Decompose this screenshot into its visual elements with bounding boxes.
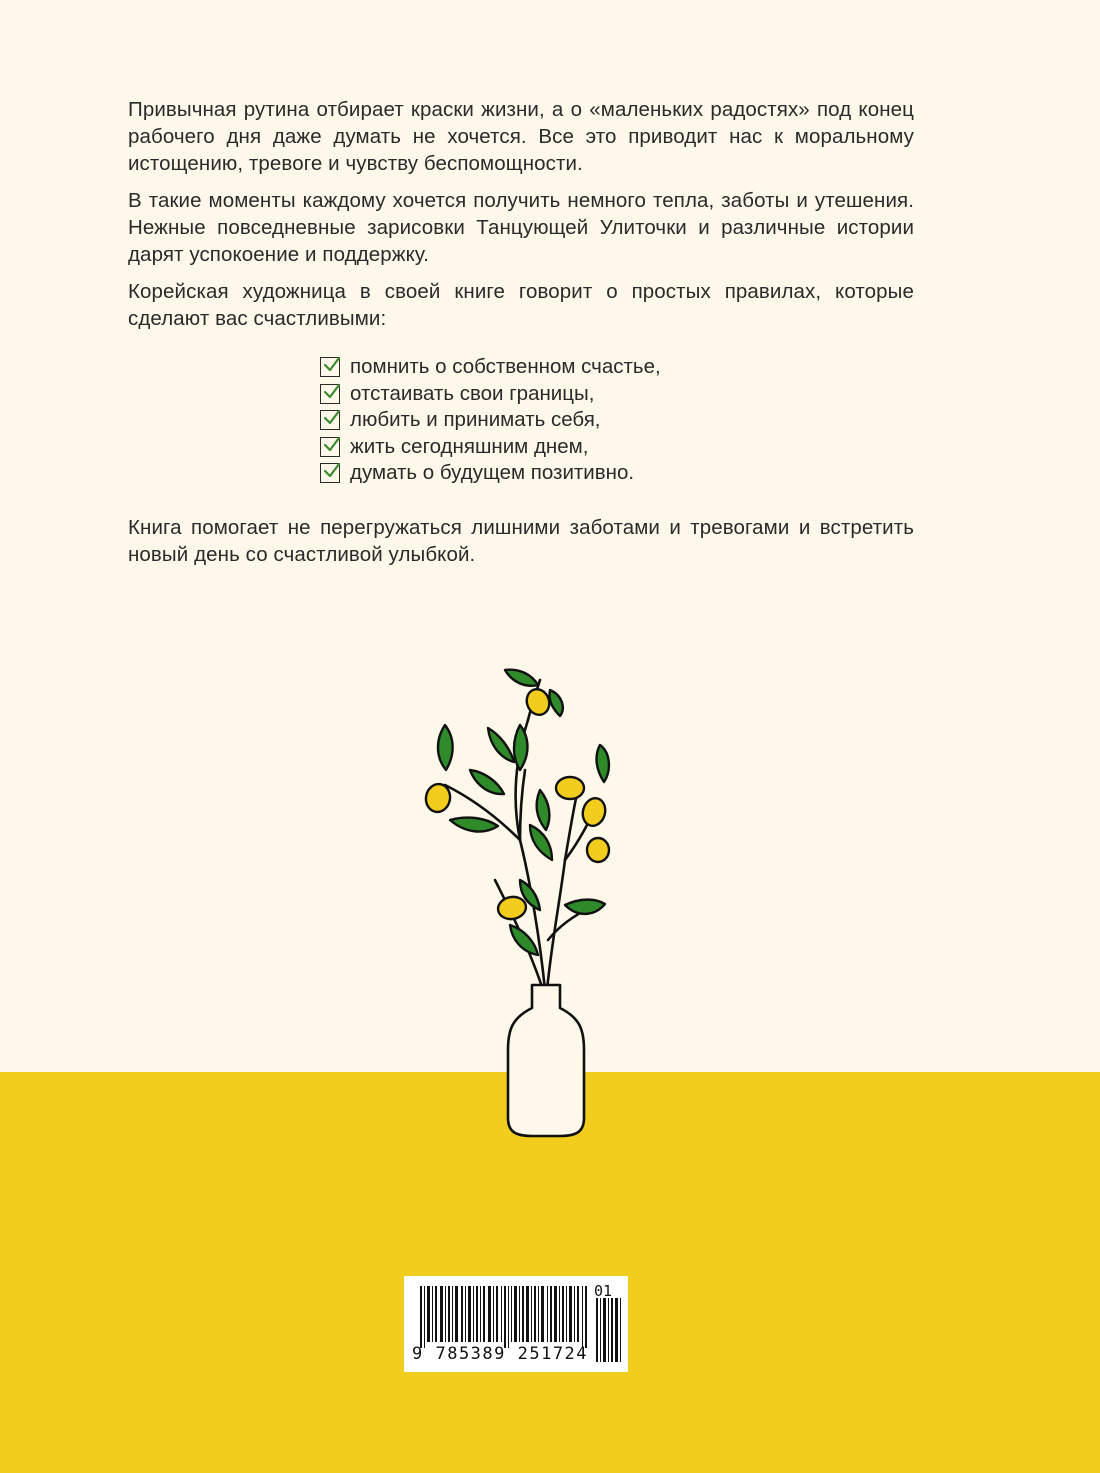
barcode-addon: 01 xyxy=(594,1282,613,1300)
paragraph-2: В такие моменты каждому хочется получить немного тепла, заботы и утешения. Нежные повседневные зарисовки Танцующей Улиточки и различные истории дарят успокоение и поддержку. xyxy=(128,189,914,266)
paragraph-3: Корейская художница в своей книге говорит о простых правилах, которые сделают вас счастливыми: xyxy=(128,280,914,330)
list-item xyxy=(320,381,820,408)
paragraph-1: Привычная рутина отбирает краски жизни, а о «маленьких радостях» под конец рабочего дня даже думать не хочется. Все это приводит нас к моральному истощению, тревоге и чувству беспомощности. xyxy=(128,98,914,175)
list-item xyxy=(320,354,820,381)
list-item-text: думать о будущем позитивно. xyxy=(350,461,635,485)
intro-text xyxy=(128,96,914,342)
checklist xyxy=(320,354,820,487)
lemon-branch-in-vase-illustration xyxy=(400,660,640,1140)
list-item-text: любить и принимать себя, xyxy=(350,408,601,432)
checked-box-icon xyxy=(320,384,340,404)
list-item-text: жить сегодняшним днем, xyxy=(350,434,589,458)
list-item xyxy=(320,460,820,487)
checked-box-icon xyxy=(320,410,340,430)
closing-text xyxy=(128,514,914,578)
list-item xyxy=(320,407,820,434)
barcode-digits: 9 785389 251724 xyxy=(412,1344,589,1364)
checked-box-icon xyxy=(320,463,340,483)
list-item-text: отстаивать свои границы, xyxy=(350,381,595,405)
vase xyxy=(508,985,584,1136)
checked-box-icon xyxy=(320,357,340,377)
list-item-text: помнить о собственном счастье, xyxy=(350,355,661,379)
checked-box-icon xyxy=(320,437,340,457)
closing-paragraph: Книга помогает не перегружаться лишними заботами и тревогами и встретить новый день со счастливой улыбкой. xyxy=(128,516,914,566)
list-item xyxy=(320,434,820,461)
